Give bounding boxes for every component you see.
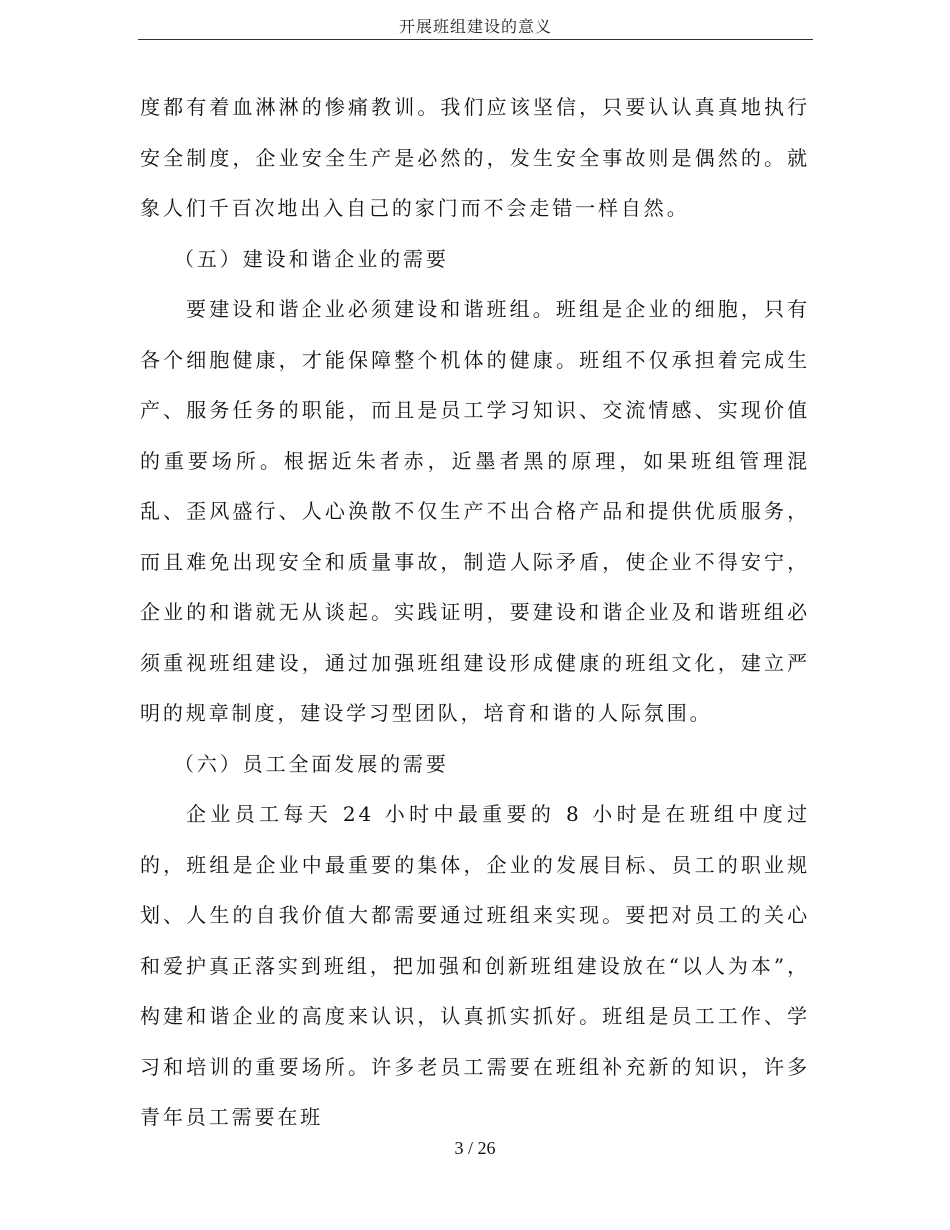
running-header-title: 开展班组建设的意义 — [398, 17, 552, 36]
body-text — [140, 82, 810, 1143]
section-heading-6: （六）员工全面发展的需要 — [174, 751, 449, 776]
paragraph-harmonious-enterprise: 要建设和谐企业必须建设和谐班组。班组是企业的细胞，只有各个细胞健康，才能保障整个机体的健康。班组不仅承担着完成生产、服务任务的职能，而且是员工学习知识、交流情感、实现价值的重要场所。根据近朱者赤，近墨者黑的原理，如果班组管理混乱、歪风盛行、人心涣散不仅生产不出合格产品和提供优质服务，而且难免出现安全和质量事故，制造人际矛盾，使企业不得安宁，企业的和谐就无从谈起。实践证明，要建设和谐企业及和谐班组必须重视班组建设，通过加强班组建设形成健康的班组文化，建立严明的规章制度，建设学习型团队，培育和谐的人际氛围。 — [140, 297, 810, 725]
paragraph-continued: 度都有着血淋淋的惨痛教训。我们应该坚信，只要认认真真地执行安全制度，企业安全生产是必然的，发生安全事故则是偶然的。就象人们千百次地出入自己的家门而不会走错一样自然。 — [140, 95, 810, 220]
page-number: 3 / 26 — [454, 1138, 496, 1158]
header-rule — [138, 39, 813, 40]
paragraph-employee-development: 企业员工每天 24 小时中最重要的 8 小时是在班组中度过的，班组是企业中最重要的集体，企业的发展目标、员工的职业规划、人生的自我价值大都需要通过班组来实现。要把对员工的关心和爱护真正落实到班组，把加强和创新班组建设放在“以人为本”，构建和谐企业的高度来认识，认真抓实抓好。班组是员工工作、学习和培训的重要场所。许多老员工需要在班组补充新的知识，许多青年员工需要在班 — [140, 802, 810, 1129]
section-heading-5: （五）建设和谐企业的需要 — [174, 246, 449, 271]
